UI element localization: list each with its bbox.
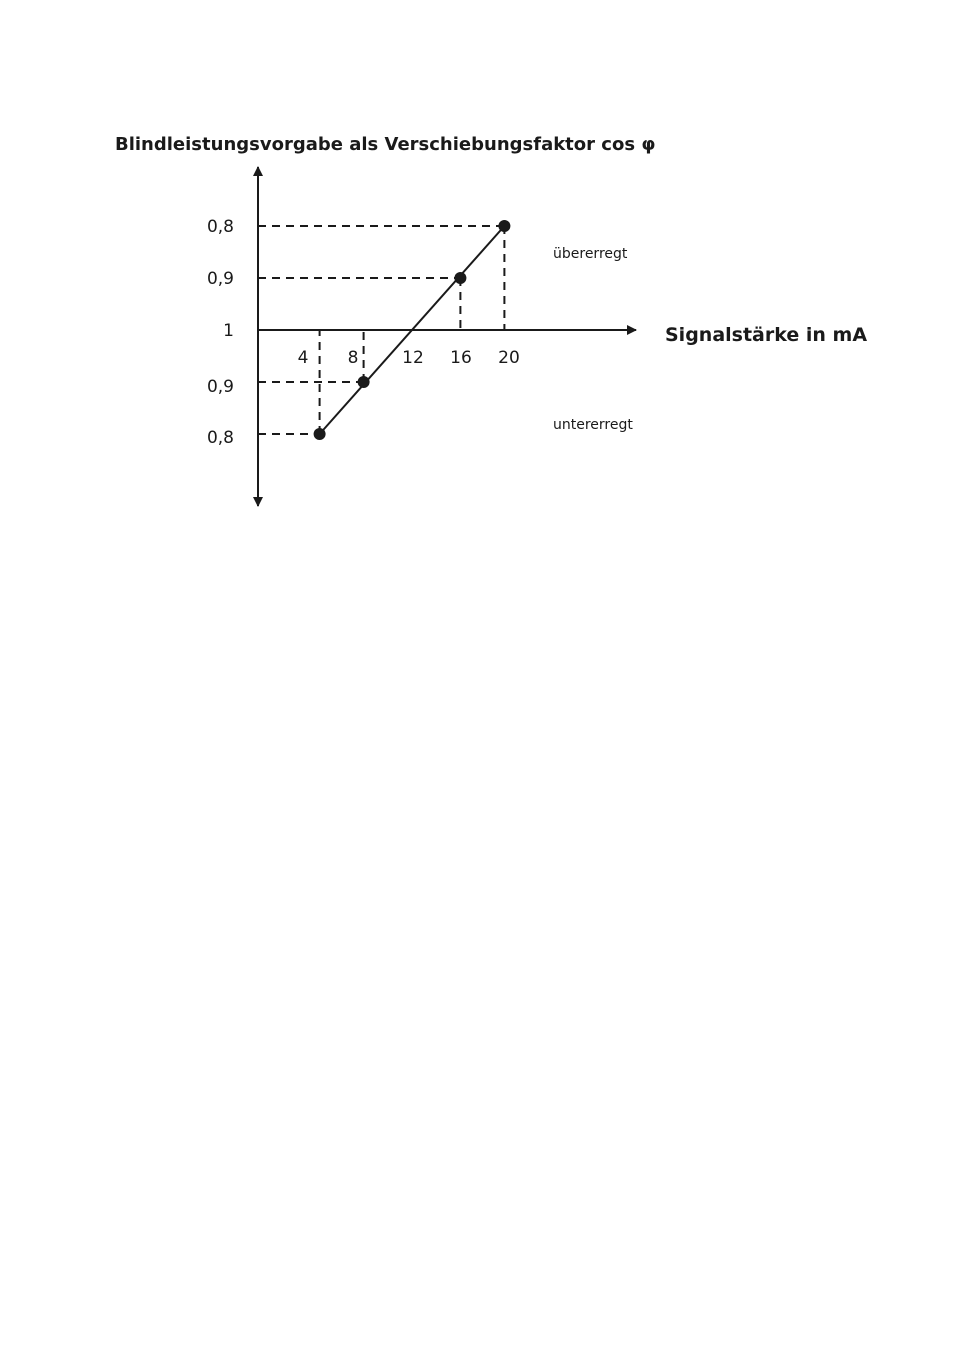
- region-label-lower: untererregt: [553, 417, 633, 433]
- x-tick-label: 8: [347, 348, 359, 368]
- x-tick-label: 20: [498, 348, 520, 368]
- y-tick-label: 0,9: [206, 269, 234, 289]
- y-tick-label: 0,9: [206, 377, 234, 397]
- data-point: [314, 428, 326, 440]
- x-tick-label: 12: [402, 348, 424, 368]
- x-tick-label: 16: [450, 348, 472, 368]
- chart-title: Blindleistungsvorgabe als Verschiebungsfaktor cos φ: [115, 134, 656, 155]
- region-label-upper: übererregt: [553, 246, 628, 262]
- y-tick-label: 0,8: [206, 217, 234, 237]
- x-tick-label: 4: [297, 348, 309, 368]
- y-tick-label: 1: [223, 321, 234, 341]
- data-point: [358, 376, 370, 388]
- data-point: [498, 220, 510, 232]
- y-tick-label: 0,8: [206, 428, 234, 448]
- data-point: [454, 272, 466, 284]
- x-axis-label: Signalstärke in mA: [665, 324, 868, 346]
